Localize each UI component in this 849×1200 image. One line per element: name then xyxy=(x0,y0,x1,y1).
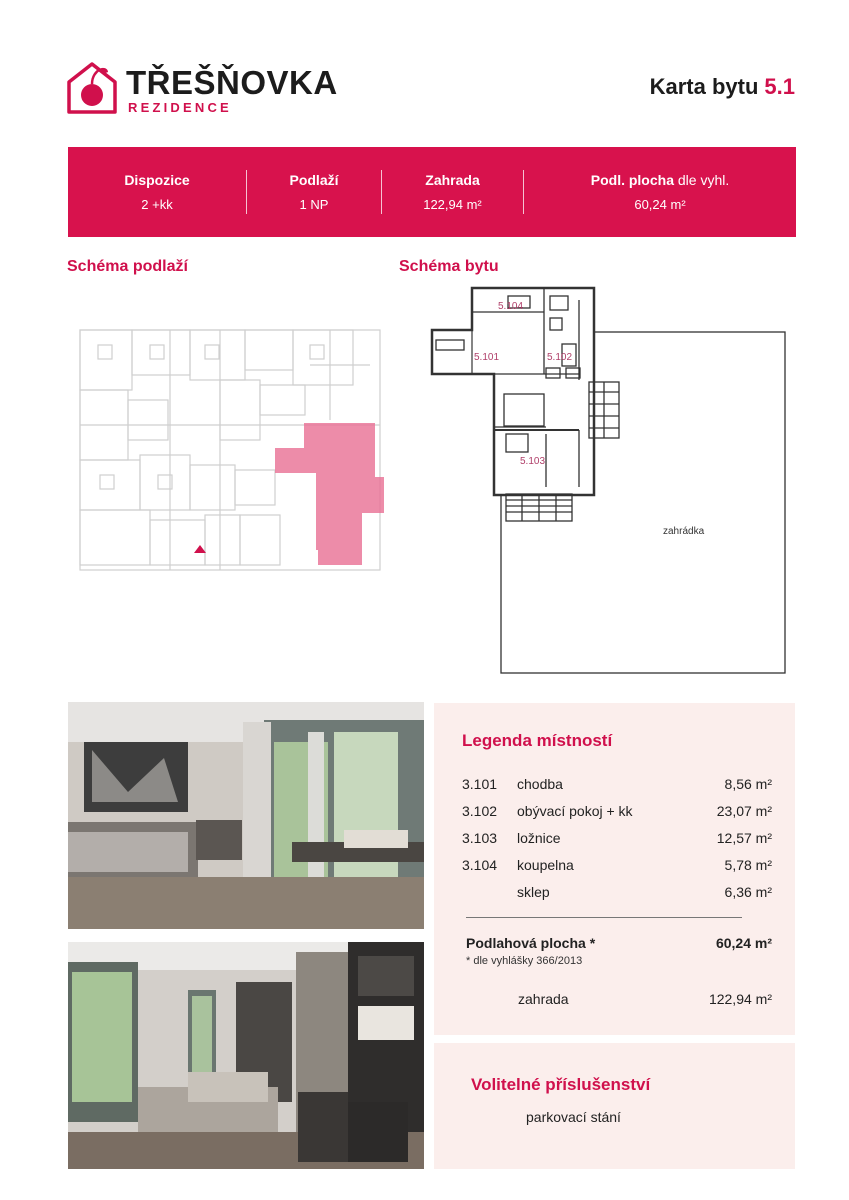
apartment-plan-diagram xyxy=(426,282,792,682)
title-number: 5.1 xyxy=(764,74,795,99)
legend-row xyxy=(462,803,772,823)
options-title: Volitelné příslušenství xyxy=(471,1075,651,1094)
legend-row xyxy=(462,884,772,904)
zahrada-value: 122,94 m² xyxy=(423,197,482,212)
floor-scheme-diagram xyxy=(70,305,400,575)
podlazi-value: 1 NP xyxy=(299,197,329,212)
cherry-house-icon xyxy=(66,58,118,116)
garden-value: 122,94 m² xyxy=(708,991,772,1007)
brand-subtitle: REZIDENCE xyxy=(128,100,232,115)
room-code: 3.101 xyxy=(462,776,498,792)
info-podlazi xyxy=(247,172,381,212)
room-legend-panel xyxy=(434,703,795,1035)
legend-row xyxy=(462,830,772,850)
room-name: koupelna xyxy=(517,857,574,873)
info-dispozice xyxy=(68,172,246,212)
garden-label-text: zahrada xyxy=(518,991,569,1007)
plocha-label-bold: Podl. plocha xyxy=(590,172,674,188)
options-panel xyxy=(434,1043,795,1169)
legend-total xyxy=(466,935,772,951)
brand-name: TŘEŠŇOVKA xyxy=(126,64,338,101)
room-label-5103: 5.103 xyxy=(520,456,546,467)
room-name: ložnice xyxy=(517,830,561,846)
room-label-5102: 5.102 xyxy=(547,352,573,363)
room-name: sklep xyxy=(517,884,550,900)
info-bar xyxy=(68,147,796,237)
podlazi-label: Podlaží xyxy=(289,172,339,188)
garden-label: zahrádka xyxy=(663,526,705,537)
room-area: 6,36 m² xyxy=(724,884,772,900)
total-value: 60,24 m² xyxy=(715,935,772,951)
legend-footnote: * dle vyhlášky 366/2013 xyxy=(466,955,583,967)
room-code: 3.102 xyxy=(462,803,498,819)
dispozice-label: Dispozice xyxy=(124,172,190,188)
info-plocha xyxy=(524,172,796,212)
legend-divider xyxy=(466,917,742,918)
zahrada-label: Zahrada xyxy=(425,172,480,188)
legend-row xyxy=(462,857,772,877)
room-area: 8,56 m² xyxy=(724,776,772,792)
title-label: Karta bytu xyxy=(649,74,759,99)
room-area: 12,57 m² xyxy=(716,830,772,846)
bedroom-photo xyxy=(68,702,424,929)
room-code: 3.104 xyxy=(462,857,498,873)
page-title xyxy=(650,74,795,100)
legend-title: Legenda místností xyxy=(462,731,613,750)
info-zahrada xyxy=(382,172,523,212)
brand-logo xyxy=(66,58,338,118)
dispozice-value: 2 +kk xyxy=(141,197,173,212)
room-label-5104: 5.104 xyxy=(498,301,524,312)
room-code: 3.103 xyxy=(462,830,498,846)
room-name: obývací pokoj + kk xyxy=(517,803,633,819)
total-label: Podlahová plocha * xyxy=(466,935,596,951)
floor-scheme-heading: Schéma podlaží xyxy=(67,258,188,275)
option-item: parkovací stání xyxy=(526,1109,621,1125)
room-area: 23,07 m² xyxy=(716,803,772,819)
room-area: 5,78 m² xyxy=(724,857,772,873)
legend-row xyxy=(462,776,772,796)
living-room-photo xyxy=(68,942,424,1169)
plocha-value: 60,24 m² xyxy=(634,197,686,212)
plocha-label-thin: dle vyhl. xyxy=(673,172,730,188)
plocha-label xyxy=(524,172,796,188)
apartment-scheme-heading: Schéma bytu xyxy=(399,258,499,275)
room-label-5101: 5.101 xyxy=(474,352,500,363)
room-name: chodba xyxy=(517,776,563,792)
legend-garden xyxy=(518,991,772,1007)
